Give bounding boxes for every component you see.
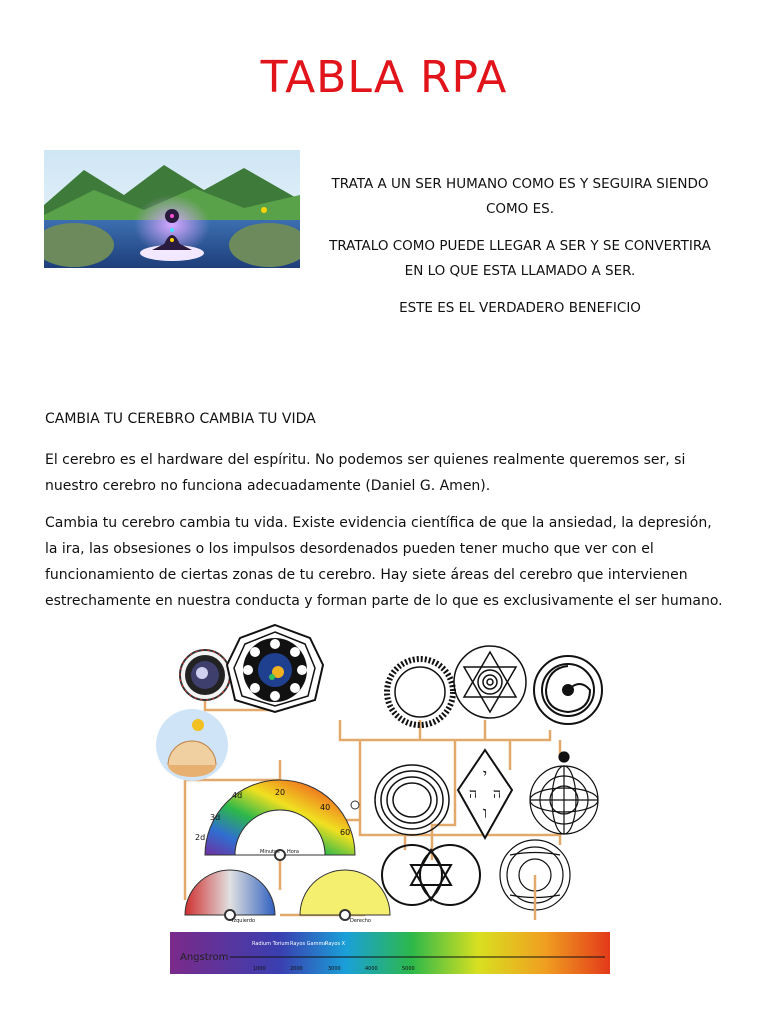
svg-text:2d: 2d [195,833,206,842]
frequency-spectrum-bar [170,932,610,974]
quote-line: TRATA A UN SER HUMANO COMO ES Y SEGUIRA SIENDO COMO ES. [331,176,709,217]
spectrum-band-label: Radium Torium [252,941,290,947]
svg-text:י: י [482,765,488,784]
svg-text:3d: 3d [210,813,221,822]
svg-text:60: 60 [340,828,351,837]
quote-line: ESTE ES EL VERDADERO BENEFICIO [399,300,641,316]
protractor-gauge-left [185,870,275,924]
svg-text:4d: 4d [232,791,243,800]
spectrum-axis-label: Angstrom [180,952,229,963]
concentric-rings-icon [375,765,449,835]
meditation-landscape-image [44,150,300,268]
svg-text:ה: ה [468,786,478,802]
svg-text:20: 20 [274,788,286,797]
quote-line: TRATALO COMO PUEDE LLEGAR A SER Y SE CONVERTIRA EN LO QUE ESTA LLAMADO A SER. [329,238,711,279]
spectrum-tick: 2000 [290,966,303,972]
spectrum-tick: 4000 [365,966,378,972]
gauge-caption: Izquierdo [232,918,256,924]
hebrew-diamond-icon [458,750,512,838]
brain-scan-icon [180,650,230,700]
rpa-table-diagram [150,620,620,980]
solar-system-icon [156,709,228,781]
gauge-caption: Hora [287,849,299,855]
rosette-spiral-icon [500,840,570,920]
gauge-caption: Minutos [260,849,280,855]
spectrum-tick: 3000 [328,966,341,972]
star-of-david-spiral-icon [454,646,526,718]
spectrum-band-label: Rayos X [325,941,346,947]
spiral-circle-icon [534,656,602,724]
spectrum-band-label: Rayos Gamma [290,941,327,947]
quote-block [318,172,722,334]
spectrum-tick: 5000 [402,966,415,972]
svg-text:ו: ו [482,803,488,822]
svg-text:40: 40 [320,803,331,812]
paragraph: El cerebro es el hardware del espíritu. No podemos ser quienes realmente queremos ser, si nuestro cerebro no funciona adecuadamente (Daniel G. Amen). [45,452,686,494]
protractor-gauge-large [195,780,355,860]
gauge-caption: Derecho [350,918,371,924]
serrated-circle-icon [387,659,453,725]
section-heading: CAMBIA TU CEREBRO CAMBIA TU VIDA [45,411,316,427]
spectrum-tick: 1000 [253,966,266,972]
paragraph: Cambia tu cerebro cambia tu vida. Existe evidencia científica de que la ansiedad, la depresión, la ira, las obsesiones o los impulsos desordenados pueden tener mucho que ver con el funcionamiento de ciertas zonas de tu cerebro. Hay siete áreas del cerebro que intervienen estrechamente en nuestra conducta y forman parte de lo que es exclusivamente el ser humano. [45,515,723,609]
page-title: TABLA RPA [260,52,508,103]
flower-of-life-icon [530,752,598,834]
svg-text:ה: ה [492,786,502,802]
